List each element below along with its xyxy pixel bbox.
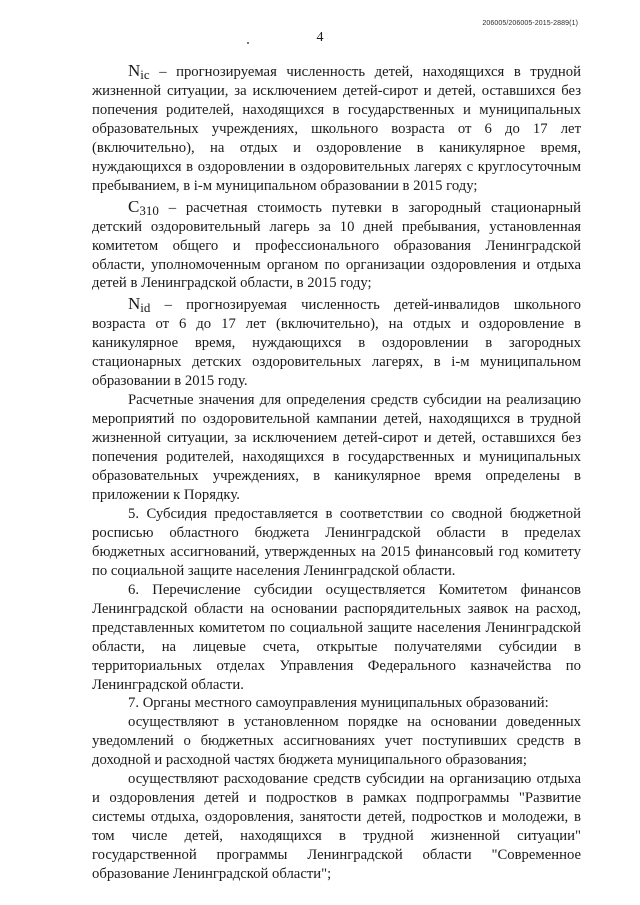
definition-c-310: C310 – расчетная стоимость путевки в загородный стационарный детский оздоровительный лагерь за 10 дней пребывания, установленная комитетом общего и профессионального образования Ленинградской области, уполномоченным органом по организации оздоровления и отдыха детей в Ленинградской области, в 2015 году; xyxy=(92,196,581,292)
symbol: Nid xyxy=(128,294,151,316)
paragraph-5: 5. Субсидия предоставляется в соответствии со сводной бюджетной росписью областного бюджета Ленинградской области в пределах бюджетных ассигнований, утвержденных на 2015 финансовый год комитету по социальной защите населения Ленинградской области. xyxy=(92,505,581,579)
paragraph-7: 7. Органы местного самоуправления муниципальных образований: xyxy=(128,695,549,712)
symbol: C310 xyxy=(128,196,159,218)
page-number: 4 xyxy=(316,30,324,45)
document-body xyxy=(92,60,581,884)
scan-speck xyxy=(247,42,249,44)
paragraph-calculated-values: Расчетные значения для определения средств субсидии на реализацию мероприятий по оздоровительной кампании детей, находящихся в трудной жизненной ситуации, за исключением детей-сирот и детей, оставшихся без попечения родителей, находящихся в государственных и муниципальных образовательных учреждениях, в каникулярное время определены в приложении к Порядку. xyxy=(92,392,581,503)
document-id: 206005/206005-2015-2889(1) xyxy=(482,20,578,27)
symbol: Nic xyxy=(128,61,150,82)
paragraph-6: 6. Перечисление субсидии осуществляется Комитетом финансов Ленинградской области на основании распорядительных заявок на расход, представленных комитетом по социальной защите населения Ленинградской области, на лицевые счета, открытые получателями субсидии в территориальных отделах Управления Федерального казначейства по Ленинградской области. xyxy=(92,581,581,693)
definition-n-ic: Nic – прогнозируемая численность детей, находящихся в трудной жизненной ситуации, за исключением детей-сирот и детей, оставшихся без попечения родителей, находящихся в государственных и муниципальных образовательных учреждениях, школьного возраста от 6 до 17 лет (включительно), на отдых и оздоровление в каникулярное время, нуждающихся в оздоровлении в оздоровительных лагерях с круглосуточным пребыванием, в i-м муниципальном образовании в 2015 году; xyxy=(92,61,581,194)
paragraph-7-item-1: осуществляют в установленном порядке на основании доведенных уведомлений о бюджетных ассигнованиях учет поступивших средств в доходной и расходной частях бюджета муниципального образования; xyxy=(92,714,581,769)
paragraph-7-item-2: осуществляют расходование средств субсидии на организацию отдыха и оздоровления детей и подростков в рамках подпрограммы "Развитие системы отдыха, оздоровления, занятости детей, подростков и молодежи, в том числе детей, находящихся в трудной жизненной ситуации" государственной программы Ленинградской области "Современное образование Ленинградской области"; xyxy=(92,771,581,883)
definition-n-id: Nid – прогнозируемая численность детей-инвалидов школьного возраста от 6 до 17 лет (включительно), на отдых и оздоровление в каникулярное время, нуждающихся в оздоровлении в загородных стационарных детских оздоровительных лагерях, в i-м муниципальном образовании в 2015 году. xyxy=(92,294,581,390)
